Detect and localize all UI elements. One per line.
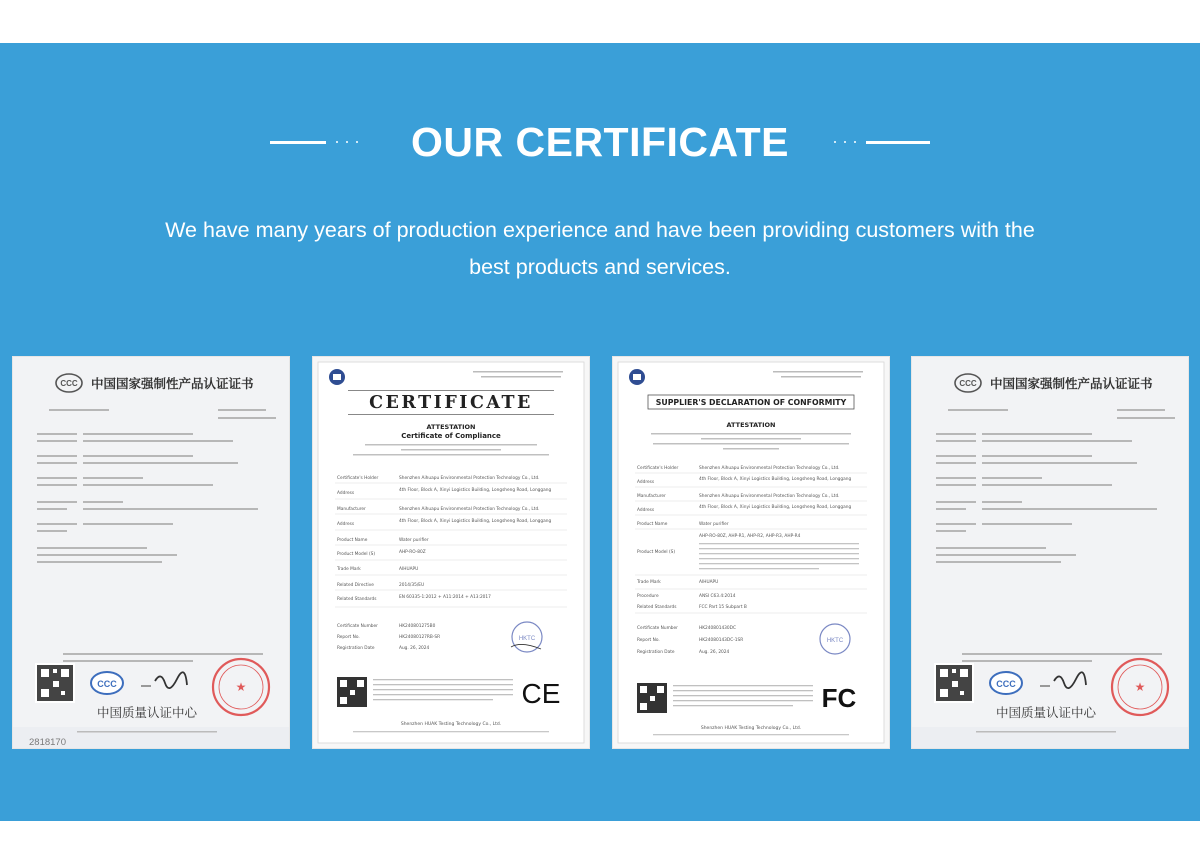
svg-text:CCC: CCC [97,679,117,689]
fcc-row-key: Product Model (S) [637,550,676,555]
ce-row-value: 4th Floor, Block A, Xinyi Logistics Building, Longsheng Road, Longgang [399,488,552,493]
fcc-row-value: HK24080143DC-1SR [699,638,744,643]
fcc-row-value: AHP-RO-80Z, AHP-R1, AHP-R2, AHP-R3, AHP-R4 [699,534,801,539]
ce-row-value: Shenzhen Aihuapu Environmental Protection Technology Co., Ltd. [399,476,540,481]
ce-row-key: Certificate's Holder [337,476,379,481]
qr-code-icon [934,663,974,703]
ce-row-value: AIHUAPU [399,567,419,572]
fcc-row-key: Certificate's Holder [637,466,679,471]
certificate-fcc[interactable] [613,357,889,748]
ce-row-value: AHP-RO-80Z [399,550,426,555]
ce-row-value: Shenzhen Aihuapu Environmental Protection Technology Co., Ltd. [399,507,540,512]
ce-row-value: HK24080127RB-SR [399,635,441,640]
ce-row-value: 4th Floor, Block A, Xinyi Logistics Building, Longsheng Road, Longgang [399,519,552,524]
section-subtitle [100,212,1100,286]
section-title: OUR CERTIFICATE [410,119,789,165]
fcc-title: SUPPLIER'S DECLARATION OF CONFORMITY [655,398,847,407]
ce-mark-icon: CE [521,678,561,709]
ccc-header: 中国国家强制性产品认证证书 [990,376,1153,391]
fcc-row-key: Address [637,508,655,513]
fcc-row-value: Water purifier [699,522,729,527]
fcc-mark-icon: FC [821,683,857,713]
fcc-attestation: ATTESTATION [726,421,776,429]
fcc-row-key: Related Standards [637,605,677,610]
testing-lab-logo-icon [629,369,645,385]
ce-row-value: EN 60335-1:2012 + A11:2014 + A13:2017 [399,595,491,600]
ce-row-value: Water purifier [399,538,429,543]
issuer-name: 中国质量认证中心 [996,705,1097,720]
ce-row-value: Aug. 26, 2024 [399,646,430,651]
subtitle-line-1: We have many years of production experience and have been providing customers with the [165,218,1035,242]
ce-row-key: Certificate Number [337,624,378,629]
ce-row-key: Manufacturer [337,507,366,512]
ce-footer: Shenzhen HUAK Testing Technology Co., Ltd. [400,722,502,727]
ce-row-key: Related Standards [337,597,377,602]
ce-row-key: Related Directive [337,583,374,588]
ce-certificate-title: CERTIFICATE [369,393,533,413]
certificate-ccc-1[interactable] [13,357,289,748]
ce-row-key: Product Model (S) [337,552,376,557]
fcc-row-key: Registration Date [637,650,675,655]
fcc-row-key: Product Name [637,522,668,527]
ce-row-key: Product Name [337,538,368,543]
fcc-row-key: Report No. [637,638,660,643]
svg-text:CCC: CCC [60,379,78,388]
fcc-row-value: 4th Floor, Block A, Xinyi Logistics Building, Longsheng Road, Longgang [699,477,852,482]
ce-row-key: Report No. [337,635,360,640]
ce-row-value: HK240801275B0 [399,624,436,629]
ce-attestation: ATTESTATION [426,423,476,431]
svg-text:HKTC: HKTC [518,636,536,642]
ccc-logo-icon [91,672,123,694]
issuer-name: 中国质量认证中心 [97,705,198,720]
qr-code-icon [35,663,75,703]
svg-text:★: ★ [235,680,247,694]
ce-row-key: Address [337,491,355,496]
fcc-row-value: FCC Part 15 Subpart B [699,605,747,610]
ce-row-key: Address [337,522,355,527]
fcc-row-key: Procedure [637,594,659,599]
ce-row-key: Trade Mark [337,567,361,572]
ce-row-key: Registration Date [337,646,375,651]
subtitle-line-2: best products and services. [469,255,731,279]
fcc-row-value: Aug. 26, 2024 [699,650,730,655]
fcc-row-key: Manufacturer [637,494,666,499]
right-decoration [834,138,934,146]
fcc-row-value: ANSI C63.4:2014 [699,594,736,599]
ce-compliance-title: Certificate of Compliance [401,432,501,440]
certificate-number-stamp: 2818170 [29,737,66,748]
fcc-row-key: Certificate Number [637,626,678,631]
svg-text:HKTC: HKTC [826,638,844,644]
certificate-ce[interactable] [313,357,589,748]
fcc-row-key: Address [637,480,655,485]
qr-code-icon [337,677,367,707]
heading-row [0,112,1200,172]
fcc-row-value: AIHUAPU [699,580,719,585]
qr-code-icon [637,683,667,713]
ce-row-value: 2014/35/EU [399,583,425,588]
ccc-logo-icon [990,672,1022,694]
fcc-row-value: Shenzhen Aihuapu Environmental Protection Technology Co., Ltd. [699,466,840,471]
fcc-row-key: Trade Mark [637,580,661,585]
fcc-row-value: Shenzhen Aihuapu Environmental Protection Technology Co., Ltd. [699,494,840,499]
testing-lab-logo-icon [329,369,345,385]
fcc-footer: Shenzhen HUAK Testing Technology Co., Ltd. [700,726,802,731]
fcc-row-value: HK240801430DC [699,626,736,631]
fcc-row-value: 4th Floor, Block A, Xinyi Logistics Building, Longsheng Road, Longgang [699,505,852,510]
certificate-ccc-2[interactable] [912,357,1188,748]
svg-text:★: ★ [1134,680,1146,694]
svg-text:CCC: CCC [996,679,1016,689]
ccc-header: 中国国家强制性产品认证证书 [91,376,254,391]
svg-text:CCC: CCC [959,379,977,388]
